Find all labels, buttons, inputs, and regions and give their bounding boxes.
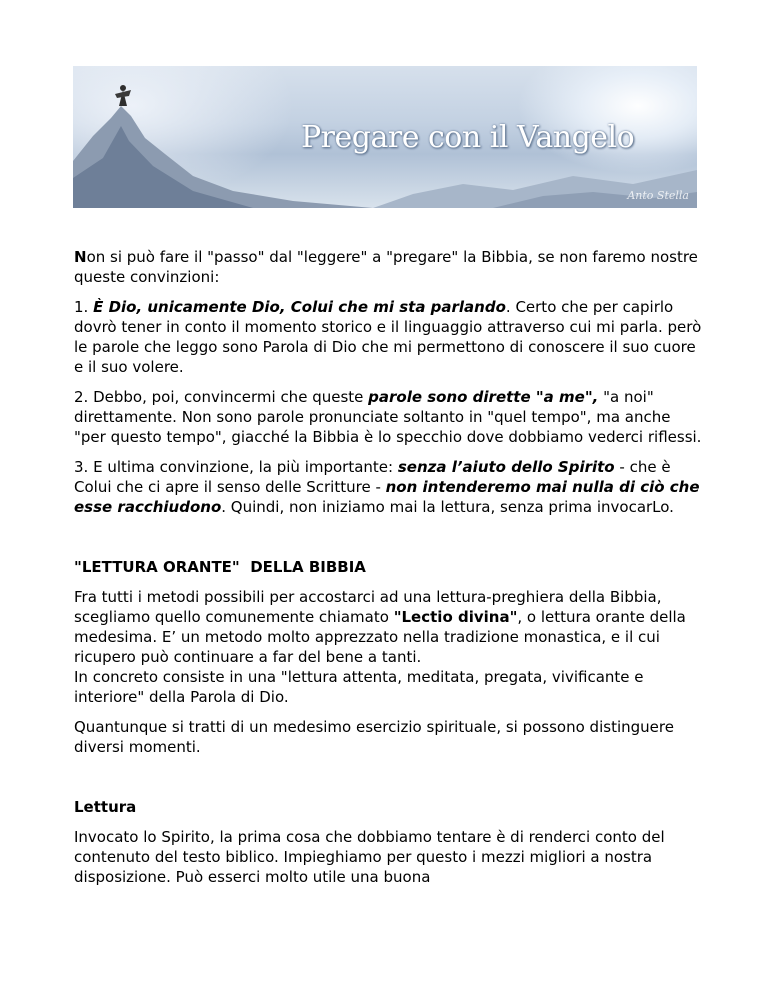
conviction-3: 3. E ultima convinzione, la più importante: senza l’aiuto dello Spirito - che è Colui che ci apre il senso delle Scritture - non intenderemo mai nulla di ciò che esse racchiudono. Quindi, non iniziamo mai la lettura, senza prima invocarLo.: [74, 458, 700, 516]
intro-paragraph: Non si può fare il "passo" dal "leggere" a "pregare" la Bibbia, se non faremo nostre queste convinzioni:: [74, 248, 698, 286]
lettura-paragraph: Invocato lo Spirito, la prima cosa che dobbiamo tentare è di renderci conto del contenuto del testo biblico. Impieghiamo per questo i mezzi migliori a nostra disposizione. Può esserci molto utile una buona: [74, 828, 665, 886]
banner-signature: Anto Stella: [627, 189, 689, 202]
conviction-2: 2. Debbo, poi, convincermi che queste parole sono dirette "a me", "a noi" direttamente. Non sono parole pronunciate soltanto in "quel tempo", ma anche "per questo tempo", giacché la Bibbia è lo specchio dove dobbiamo vederci riflessi.: [74, 388, 702, 446]
figure-on-peak: [115, 85, 131, 106]
lectio-divina-paragraph: Fra tutti i metodi possibili per accostarci ad una lettura-preghiera della Bibbia, scegliamo quello comunemente chiamato "Lectio divina", o lettura orante della medesima. E’ un metodo molto apprezzato nella tradizione monastica, e il cui ricupero può continuare a far del bene a tanti. In concreto consiste in una "lettura attenta, meditata, pregata, vivificante e interiore" della Parola di Dio.: [74, 588, 686, 706]
section-heading-lettura-orante: "LETTURA ORANTE" DELLA BIBBIA: [74, 558, 366, 576]
section-heading-lettura: Lettura: [74, 798, 137, 816]
header-banner-image: [73, 66, 697, 208]
drop-initial: N: [74, 248, 87, 266]
article-body: [74, 247, 704, 897]
banner-title: Pregare con il Vangelo: [301, 120, 635, 155]
conviction-1: 1. È Dio, unicamente Dio, Colui che mi sta parlando. Certo che per capirlo dovrò tener in conto il momento storico e il linguaggio attraverso cui mi parla. però le parole che leggo sono Parola di Dio che mi permettono di conoscere il suo cuore e il suo volere.: [74, 298, 702, 376]
moments-paragraph: Quantunque si tratti di un medesimo esercizio spirituale, si possono distinguere diversi momenti.: [74, 718, 674, 756]
